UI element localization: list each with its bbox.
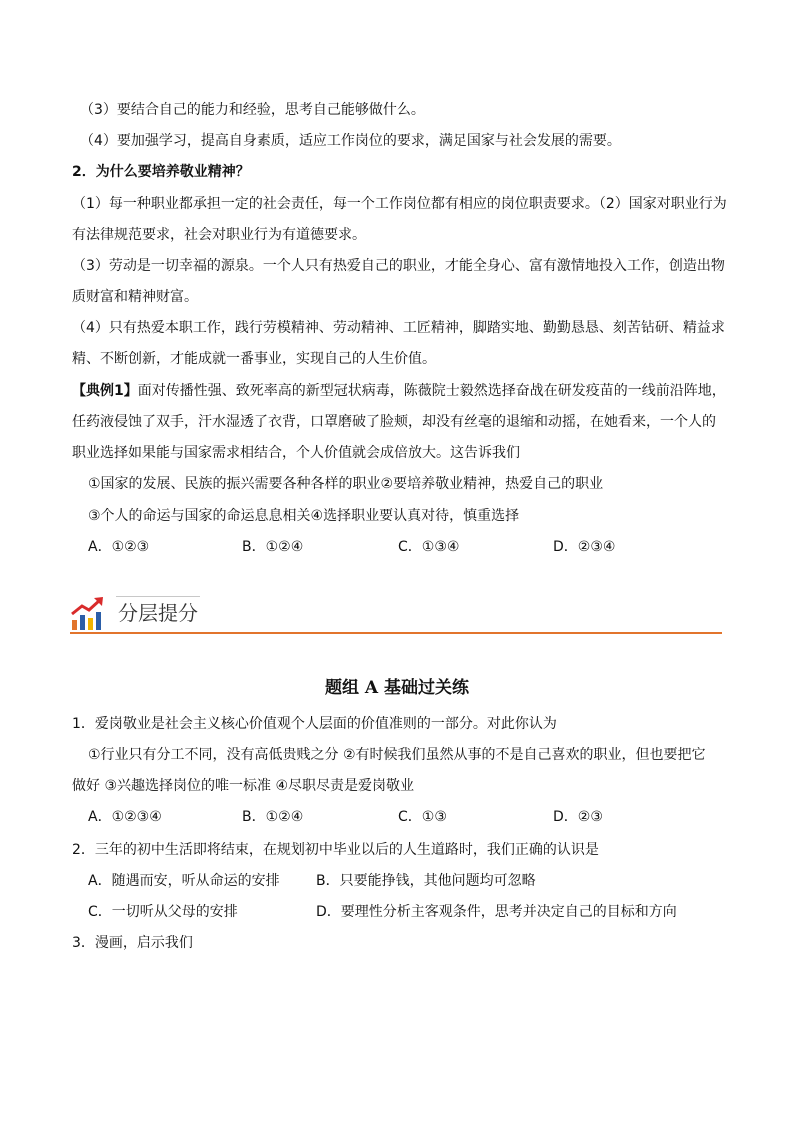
q1-option-c: C．①③	[398, 809, 447, 825]
example-statement-2: ③个人的命运与国家的命运息息相关④选择职业要认真对待，慎重选择	[88, 508, 520, 524]
q2-para1-line2: 有法律规范要求，社会对职业行为有道德要求。	[72, 227, 366, 243]
example-statement-1: ①国家的发展、民族的振兴需要各种各样的职业②要培养敬业精神，热爱自己的职业	[88, 476, 604, 492]
q2b-option-b: B．只要能挣钱，其他问题均可忽略	[316, 873, 536, 889]
example-label: 【典例1】	[72, 383, 138, 399]
q2-para4-line1: （4）只有热爱本职工作，践行劳模精神、劳动精神、工匠精神，脚踏实地、勤勤恳恳、刻苦钻研、精益求	[72, 320, 725, 336]
q1-option-d: D．②③	[553, 809, 603, 825]
q2-para1-line1: （1）每一种职业都承担一定的社会责任，每一个工作岗位都有相应的岗位职责要求。（2）国家对职业行为	[72, 196, 727, 212]
section-title: 分层提分	[118, 601, 198, 625]
text-line-4: （4）要加强学习，提高自身素质，适应工作岗位的要求，满足国家与社会发展的需要。	[80, 133, 621, 149]
example-line2: 任药液侵蚀了双手，汗水湿透了衣背，口罩磨破了脸颊，却没有丝毫的退缩和动摇，在她看来，一个人的	[72, 414, 716, 430]
q3-line: 3．漫画，启示我们	[72, 935, 193, 951]
section-header-topline	[116, 596, 200, 597]
q2-para3-line1: （3）劳动是一切幸福的源泉。一个人只有热爱自己的职业，才能全身心、富有激情地投入工作，创造出物	[72, 258, 725, 274]
example-option-b: B．①②④	[242, 539, 304, 555]
example-line1	[72, 381, 726, 401]
section-divider	[70, 632, 722, 634]
q2b-line: 2．三年的初中生活即将结束，在规划初中毕业以后的人生道路时，我们正确的认识是	[72, 842, 599, 858]
group-title: 题组 A 基础过关练	[324, 678, 470, 698]
chart-growth-icon	[70, 596, 106, 632]
q2-para3-line2: 质财富和精神财富。	[72, 289, 198, 305]
example-line3: 职业选择如果能与国家需求相结合，个人价值就会成倍放大。这告诉我们	[72, 445, 520, 461]
example-option-a: A．①②③	[88, 539, 150, 555]
q1-option-b: B．①②④	[242, 809, 304, 825]
q2-para4-line2: 精、不断创新，才能成就一番事业，实现自己的人生价值。	[72, 351, 436, 367]
example-option-d: D．②③④	[553, 539, 616, 555]
example-option-c: C．①③④	[398, 539, 460, 555]
text-line-3: （3）要结合自己的能力和经验，思考自己能够做什么。	[80, 102, 425, 118]
example-text: 面对传播性强、致死率高的新型冠状病毒，陈薇院士毅然选择奋战在研发疫苗的一线前沿阵地，	[137, 383, 726, 399]
q1-statement-2: 做好 ③兴趣选择岗位的唯一标准 ④尽职尽责是爱岗敬业	[72, 778, 415, 794]
q1-option-a: A．①②③④	[88, 809, 162, 825]
q1-line: 1．爱岗敬业是社会主义核心价值观个人层面的价值准则的一部分。对此你认为	[72, 716, 557, 732]
q2-heading: 2．为什么要培养敬业精神？	[72, 164, 250, 180]
section-header	[70, 596, 722, 636]
q2b-option-d: D．要理性分析主客观条件，思考并决定自己的目标和方向	[316, 904, 677, 920]
q1-statement-1: ①行业只有分工不同，没有高低贵贱之分 ②有时候我们虽然从事的不是自己喜欢的职业，但也要把它	[88, 747, 706, 763]
q2b-option-a: A．随遇而安，听从命运的安排	[88, 873, 280, 889]
q2b-option-c: C．一切听从父母的安排	[88, 904, 238, 920]
